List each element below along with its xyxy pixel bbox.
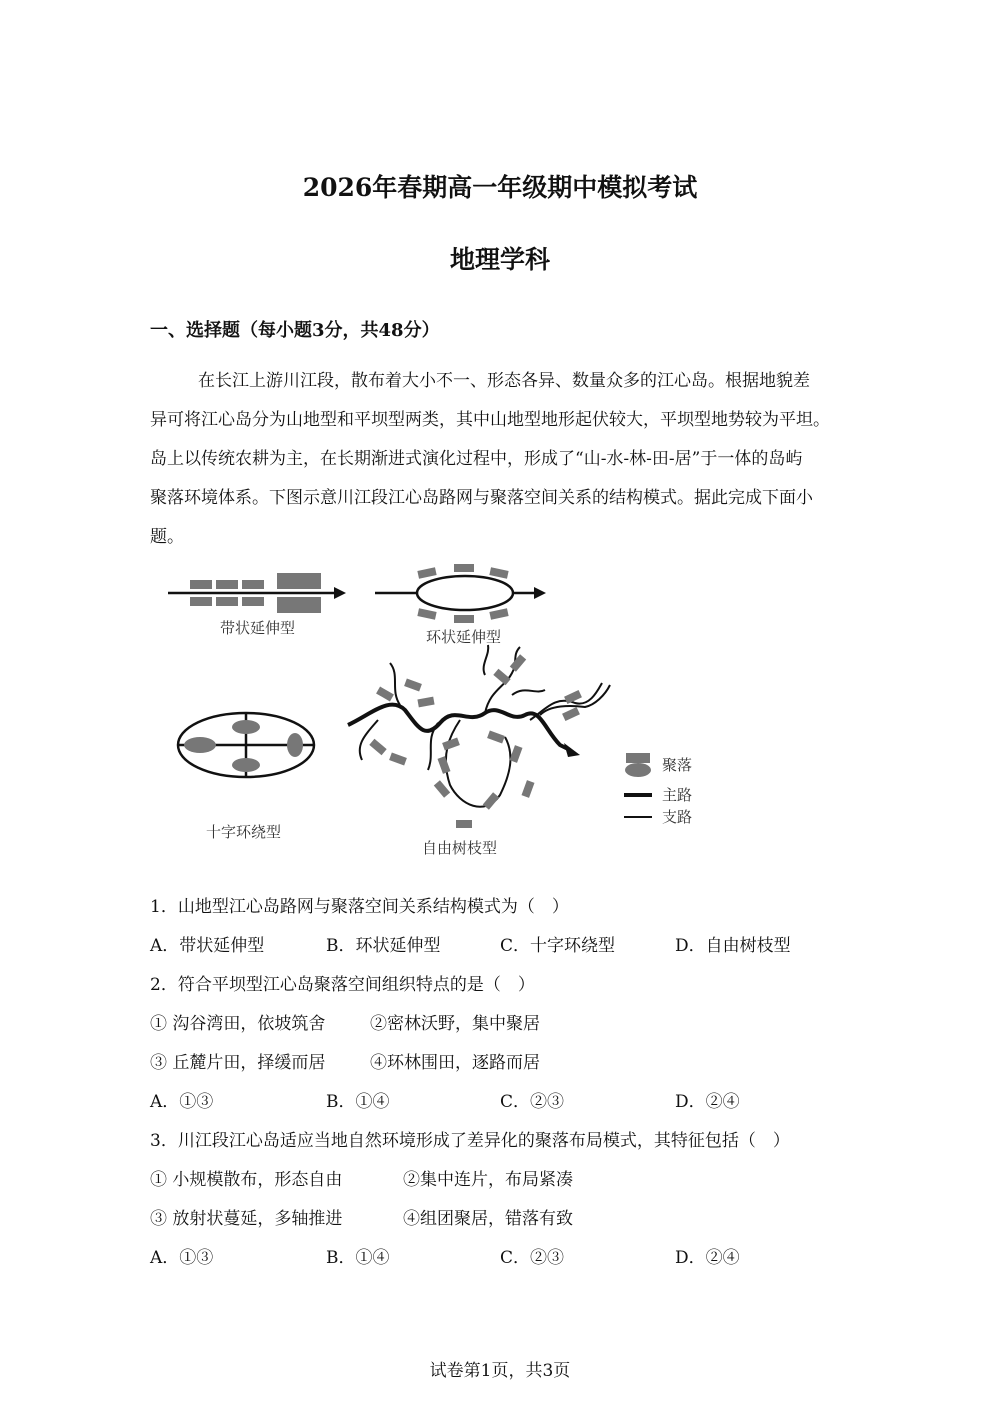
section-heading: 一、选择题（每小题3分，共48分） bbox=[150, 320, 440, 341]
subject-title: 地理学科 bbox=[449, 245, 550, 274]
settlement-ellipse-swatch bbox=[625, 763, 651, 777]
q2-statement-4: ④环林围田，逐路而居 bbox=[370, 1053, 540, 1073]
q3-statement-4: ④组团聚居，错落有致 bbox=[403, 1209, 573, 1229]
q2-statement-3: ③ 丘麓片田，择缓而居 bbox=[150, 1053, 326, 1073]
cross-type-diagram bbox=[178, 713, 314, 841]
intro-line: 题。 bbox=[150, 527, 184, 547]
q2-option-b[interactable]: B．①④ bbox=[326, 1092, 390, 1112]
q3-option-c[interactable]: C．②③ bbox=[500, 1248, 565, 1268]
legend-main-road-label: 主路 bbox=[662, 786, 693, 804]
question-3-stem: 3．川江段江心岛适应当地自然环境形成了差异化的聚落布局模式，其特征包括（ ） bbox=[150, 1131, 790, 1151]
q2-statement-1: ① 沟谷湾田，依坡筑舍 bbox=[150, 1014, 326, 1034]
cross-type-label: 十字环绕型 bbox=[206, 823, 282, 841]
tree-type-label: 自由树枝型 bbox=[422, 839, 498, 857]
intro-paragraph bbox=[150, 362, 850, 557]
exam-title: 2026年春期高一年级期中模拟考试 bbox=[302, 173, 698, 202]
question-2-stem: 2．符合平坝型江心岛聚落空间组织特点的是（ ） bbox=[150, 975, 535, 995]
page-footer: 试卷第1页，共3页 bbox=[429, 1361, 571, 1381]
q1-option-a[interactable]: A．带状延伸型 bbox=[150, 936, 265, 956]
q2-option-a[interactable]: A．①③ bbox=[150, 1092, 214, 1112]
q3-option-b[interactable]: B．①④ bbox=[326, 1248, 390, 1268]
question-1-stem: 1．山地型江心岛路网与聚落空间关系结构模式为（ ） bbox=[150, 897, 569, 917]
q3-statement-1: ① 小规模散布，形态自由 bbox=[150, 1170, 343, 1190]
q2-statement-2: ②密林沃野，集中聚居 bbox=[370, 1014, 540, 1034]
legend-branch-road-label: 支路 bbox=[662, 808, 693, 826]
q1-option-b[interactable]: B．环状延伸型 bbox=[326, 936, 441, 956]
q2-option-d[interactable]: D．②④ bbox=[675, 1092, 740, 1112]
legend-settlement-label: 聚落 bbox=[662, 756, 693, 774]
q3-option-a[interactable]: A．①③ bbox=[150, 1248, 214, 1268]
intro-line: 异可将江心岛分为山地型和平坝型两类，其中山地型地形起伏较大，平坝型地势较为平坦。 bbox=[150, 410, 830, 430]
q3-statement-2: ②集中连片，布局紧凑 bbox=[403, 1170, 573, 1190]
band-type-diagram bbox=[168, 573, 346, 637]
figure-legend bbox=[624, 753, 692, 826]
ring-type-label: 环状延伸型 bbox=[426, 628, 502, 646]
ring-type-diagram bbox=[375, 564, 546, 646]
q1-option-c[interactable]: C．十字环绕型 bbox=[500, 936, 616, 956]
settlement-rect-swatch bbox=[626, 753, 650, 763]
q1-option-d[interactable]: D．自由树枝型 bbox=[675, 936, 791, 956]
intro-line: 岛上以传统农耕为主，在长期渐进式演化过程中，形成了“山-水-林-田-居”于一体的岛屿 bbox=[150, 449, 803, 469]
band-type-label: 带状延伸型 bbox=[220, 619, 296, 637]
intro-line: 在长江上游川江段，散布着大小不一、形态各异、数量众多的江心岛。根据地貌差 bbox=[198, 371, 810, 391]
q2-option-c[interactable]: C．②③ bbox=[500, 1092, 565, 1112]
road-settlement-figure bbox=[150, 555, 710, 865]
intro-line: 聚落环境体系。下图示意川江段江心岛路网与聚落空间关系的结构模式。据此完成下面小 bbox=[150, 488, 813, 508]
tree-type-diagram bbox=[348, 645, 610, 857]
q3-option-d[interactable]: D．②④ bbox=[675, 1248, 740, 1268]
q3-statement-3: ③ 放射状蔓延，多轴推进 bbox=[150, 1209, 343, 1229]
